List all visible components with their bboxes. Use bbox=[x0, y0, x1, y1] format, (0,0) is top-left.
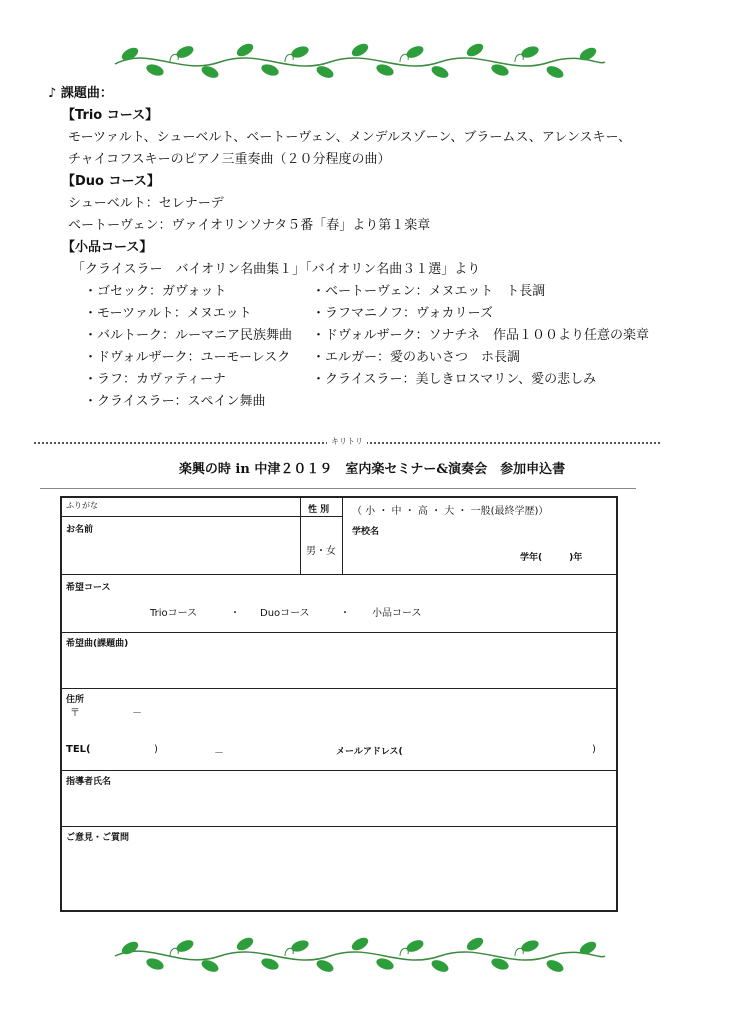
small-course-intro: 「クライスラー バイオリン名曲集１」「バイオリン名曲３１選」より bbox=[72, 262, 481, 277]
postal-mark: 〒 bbox=[70, 708, 80, 719]
address-label: 住所 bbox=[66, 695, 85, 705]
small-piece-item: ・エルガー：愛のあいさつ ホ長調 bbox=[312, 350, 521, 365]
trio-course-line: チャイコフスキーのピアノ三重奏曲（２０分程度の曲） bbox=[68, 152, 391, 167]
course-option-separator: ・ bbox=[340, 608, 350, 619]
small-piece-item: ・ドヴォルザーク：ユーモーレスク bbox=[84, 350, 291, 365]
course-option-trio[interactable]: Trioコース bbox=[150, 608, 198, 619]
vine-decoration-top bbox=[110, 36, 610, 86]
tel-label: TEL( bbox=[66, 744, 91, 755]
small-piece-item: ・ゴセック：ガヴォット bbox=[84, 284, 227, 299]
course-option-small[interactable]: 小品コース bbox=[372, 608, 422, 619]
course-option-duo[interactable]: Duoコース bbox=[260, 608, 310, 619]
teacher-label: 指導者氏名 bbox=[66, 777, 112, 787]
comments-label: ご意見・ご質問 bbox=[66, 833, 130, 843]
small-piece-item: ・クライスラー：美しきロスマリン、愛の悲しみ bbox=[312, 372, 597, 387]
gender-label: 性 別 bbox=[308, 505, 330, 515]
small-piece-item: ・ラフ：カヴァティーナ bbox=[84, 372, 226, 387]
tel-dash: － bbox=[214, 748, 224, 759]
small-piece-item: ・ドヴォルザーク：ソナチネ 作品１００より任意の楽章 bbox=[312, 328, 649, 343]
furigana-label: ふりがな bbox=[66, 501, 98, 510]
email-close: ) bbox=[592, 744, 596, 755]
trio-course-line: モーツァルト、シューベルト、ベートーヴェン、メンデルスゾーン、ブラームス、アレンスキー、 bbox=[68, 130, 631, 145]
grade-field[interactable]: 学年( )年 bbox=[520, 553, 583, 563]
cut-line bbox=[34, 436, 660, 450]
name-label: お名前 bbox=[66, 525, 94, 535]
gender-options[interactable]: 男・女 bbox=[306, 546, 336, 557]
cut-label: キリトリ bbox=[327, 436, 367, 447]
divider bbox=[40, 488, 636, 489]
small-piece-item: ・ベートーヴェン：メヌエット ト長調 bbox=[312, 284, 546, 299]
small-piece-item: ・モーツァルト：メヌエット bbox=[84, 306, 252, 321]
tel-close: ) bbox=[154, 744, 158, 755]
course-option-separator: ・ bbox=[230, 608, 240, 619]
small-piece-item: ・クライスラー：スペイン舞曲 bbox=[84, 394, 266, 409]
trio-course-title: 【Trio コース】 bbox=[62, 108, 159, 123]
course-label: 希望コース bbox=[66, 583, 111, 593]
duo-course-line: ベートーヴェン：ヴァイオリンソナタ５番「春」より第１楽章 bbox=[68, 218, 431, 233]
duo-course-title: 【Duo コース】 bbox=[62, 174, 160, 189]
small-course-title: 【小品コース】 bbox=[62, 240, 153, 255]
vine-decoration-bottom bbox=[110, 930, 610, 980]
email-label: メールアドレス( bbox=[336, 747, 403, 757]
school-level-options[interactable]: （ 小 ・ 中 ・ 高 ・ 大 ・ 一般(最終学歴)） bbox=[352, 506, 549, 517]
duo-course-line: シューベルト：セレナーデ bbox=[68, 196, 224, 211]
school-label: 学校名 bbox=[352, 527, 380, 537]
application-form bbox=[60, 496, 618, 912]
small-piece-item: ・ラフマニノフ：ヴォカリーズ bbox=[312, 306, 493, 321]
section-heading: ♪ 課題曲： bbox=[48, 86, 113, 101]
small-piece-item: ・バルトーク：ルーマニア民族舞曲 bbox=[84, 328, 293, 343]
piece-label: 希望曲(課題曲) bbox=[66, 639, 129, 649]
postal-dash: － bbox=[132, 708, 142, 719]
form-title: 楽興の時 in 中津２０１９ 室内楽セミナー&演奏会 参加申込書 bbox=[178, 462, 566, 477]
